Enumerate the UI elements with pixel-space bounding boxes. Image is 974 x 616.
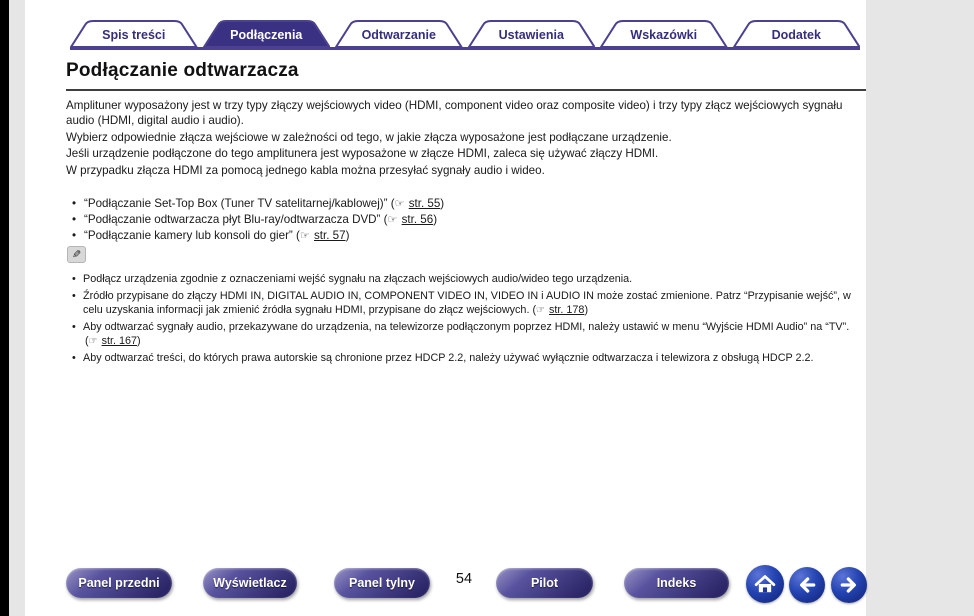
- note-link-line: [83, 334, 862, 348]
- tab-spis-tresci[interactable]: [70, 20, 198, 47]
- list-item: [72, 197, 852, 211]
- note-text: Aby odtwarzać sygnały audio, przekazywane do urządzenia, na telewizorze podłączonym poprzez HDMI, należy ustawić w menu “Wyjście HDMI Audio” na “TV”.: [83, 321, 850, 334]
- intro-p3: Jeśli urządzenie podłączone do tego amplitunera jest wyposażone w złącze HDMI, zaleca się używać złączy HDMI.: [66, 147, 659, 161]
- tab-dodatek[interactable]: [733, 20, 861, 47]
- related-links-list: [72, 197, 852, 245]
- intro-p2: Wybierz odpowiednie złącza wejściowe w zależności od tego, w jakie złącza wyposażone jest podłączane urządzenie.: [66, 130, 672, 144]
- page-link-str-56[interactable]: str. 56: [401, 212, 434, 226]
- footer-bar: [0, 565, 974, 605]
- note-prefix: (: [85, 335, 89, 348]
- note-pencil-icon: [67, 246, 86, 263]
- note-suffix: ): [137, 335, 141, 348]
- page-link-str-167[interactable]: str. 167: [101, 335, 137, 348]
- home-icon: [752, 571, 778, 597]
- page-title: Podłączanie odtwarzacza: [66, 60, 299, 81]
- note-item: [72, 289, 862, 317]
- pointer-hand-icon: ☞: [88, 336, 98, 348]
- page-number: 54: [455, 571, 473, 587]
- list-item: [72, 229, 852, 243]
- tab-bar: [70, 20, 860, 50]
- page-link-str-55[interactable]: str. 55: [408, 197, 441, 210]
- link-item-suffix: ): [440, 197, 445, 210]
- left-edge-strip: [0, 0, 9, 616]
- page-link-str-178[interactable]: str. 178: [549, 304, 585, 317]
- pencil-glyph: ✎: [71, 249, 82, 261]
- tab-label: Wskazówki: [630, 27, 698, 42]
- note-text: Podłącz urządzenia zgodnie z oznaczeniami wejść sygnału na złączach wejściowych audio/wideo tego urządzenia.: [83, 273, 633, 285]
- note-text: Aby odtwarzać treści, do których prawa autorskie są chronione przez HDCP 2.2, należy używać wyłącznie odtwarzacza i telewizora z obsługą HDCP 2.2.: [83, 352, 814, 365]
- note-list: [72, 272, 862, 368]
- tab-wskazowki[interactable]: [600, 20, 728, 47]
- note-item: [72, 320, 862, 348]
- arrow-left-icon: [795, 573, 819, 597]
- tab-label: Dodatek: [771, 27, 821, 42]
- pointer-hand-icon: ☞: [299, 229, 310, 242]
- home-button[interactable]: [746, 565, 784, 603]
- back-button[interactable]: [789, 567, 825, 603]
- note-suffix: ): [584, 304, 589, 317]
- tab-label: Podłączenia: [230, 27, 303, 42]
- arrow-right-icon: [837, 573, 861, 597]
- tab-ustawienia[interactable]: [468, 20, 596, 47]
- link-item-suffix: ): [433, 212, 438, 226]
- note-item: [72, 272, 862, 286]
- title-underline: [66, 89, 866, 91]
- panel-przedni-button[interactable]: Panel przedni: [66, 568, 172, 598]
- tab-label: Spis treści: [102, 27, 166, 42]
- forward-button[interactable]: [831, 567, 867, 603]
- tab-label: Odtwarzanie: [361, 27, 436, 42]
- tab-podlaczenia[interactable]: [203, 20, 331, 47]
- intro-paragraphs: [66, 99, 868, 181]
- page-link-str-57[interactable]: str. 57: [313, 228, 346, 242]
- link-item-text: “Podłączanie Set-Top Box (Tuner TV satelitarnej/kablowej)” (: [84, 197, 395, 210]
- title-block: [66, 60, 866, 91]
- link-item-text: “Podłączanie kamery lub konsoli do gier” (: [84, 228, 300, 242]
- tab-odtwarzanie[interactable]: [335, 20, 463, 47]
- pointer-hand-icon: ☞: [394, 198, 405, 210]
- intro-p1: Amplituner wyposażony jest w trzy typy złączy wejściowych video (HDMI, component video oraz composite video) i trzy typy złącz wejściowych sygnału audio (HDMI, digital audio i audio).: [66, 99, 843, 127]
- tab-label: Ustawienia: [498, 27, 564, 42]
- intro-p4: W przypadku złącza HDMI za pomocą jednego kabla można przesyłać sygnały audio i wideo.: [66, 164, 545, 178]
- pointer-hand-icon: ☞: [536, 305, 546, 317]
- pilot-button[interactable]: Pilot: [496, 568, 593, 598]
- manual-page: [25, 0, 866, 616]
- panel-tylny-button[interactable]: Panel tylny: [334, 568, 430, 598]
- link-item-suffix: ): [345, 228, 350, 242]
- list-item: [72, 213, 852, 227]
- note-item: [72, 351, 862, 365]
- note-text: Źródło przypisane do złączy HDMI IN, DIGITAL AUDIO IN, COMPONENT VIDEO IN, VIDEO IN i AUDIO IN może zostać zmienione. Patrz “Przypisanie wejść”, w celu uzyskania informacji jak zmienić źródła sygnału HDMI, przypisane do złącz wejściowych. (: [83, 290, 851, 317]
- wyswietlacz-button[interactable]: Wyświetlacz: [203, 568, 297, 598]
- pointer-hand-icon: ☞: [387, 213, 398, 226]
- indeks-button[interactable]: Indeks: [624, 568, 729, 598]
- link-item-text: “Podłączanie odtwarzacza płyt Blu-ray/odtwarzacza DVD” (: [84, 212, 388, 226]
